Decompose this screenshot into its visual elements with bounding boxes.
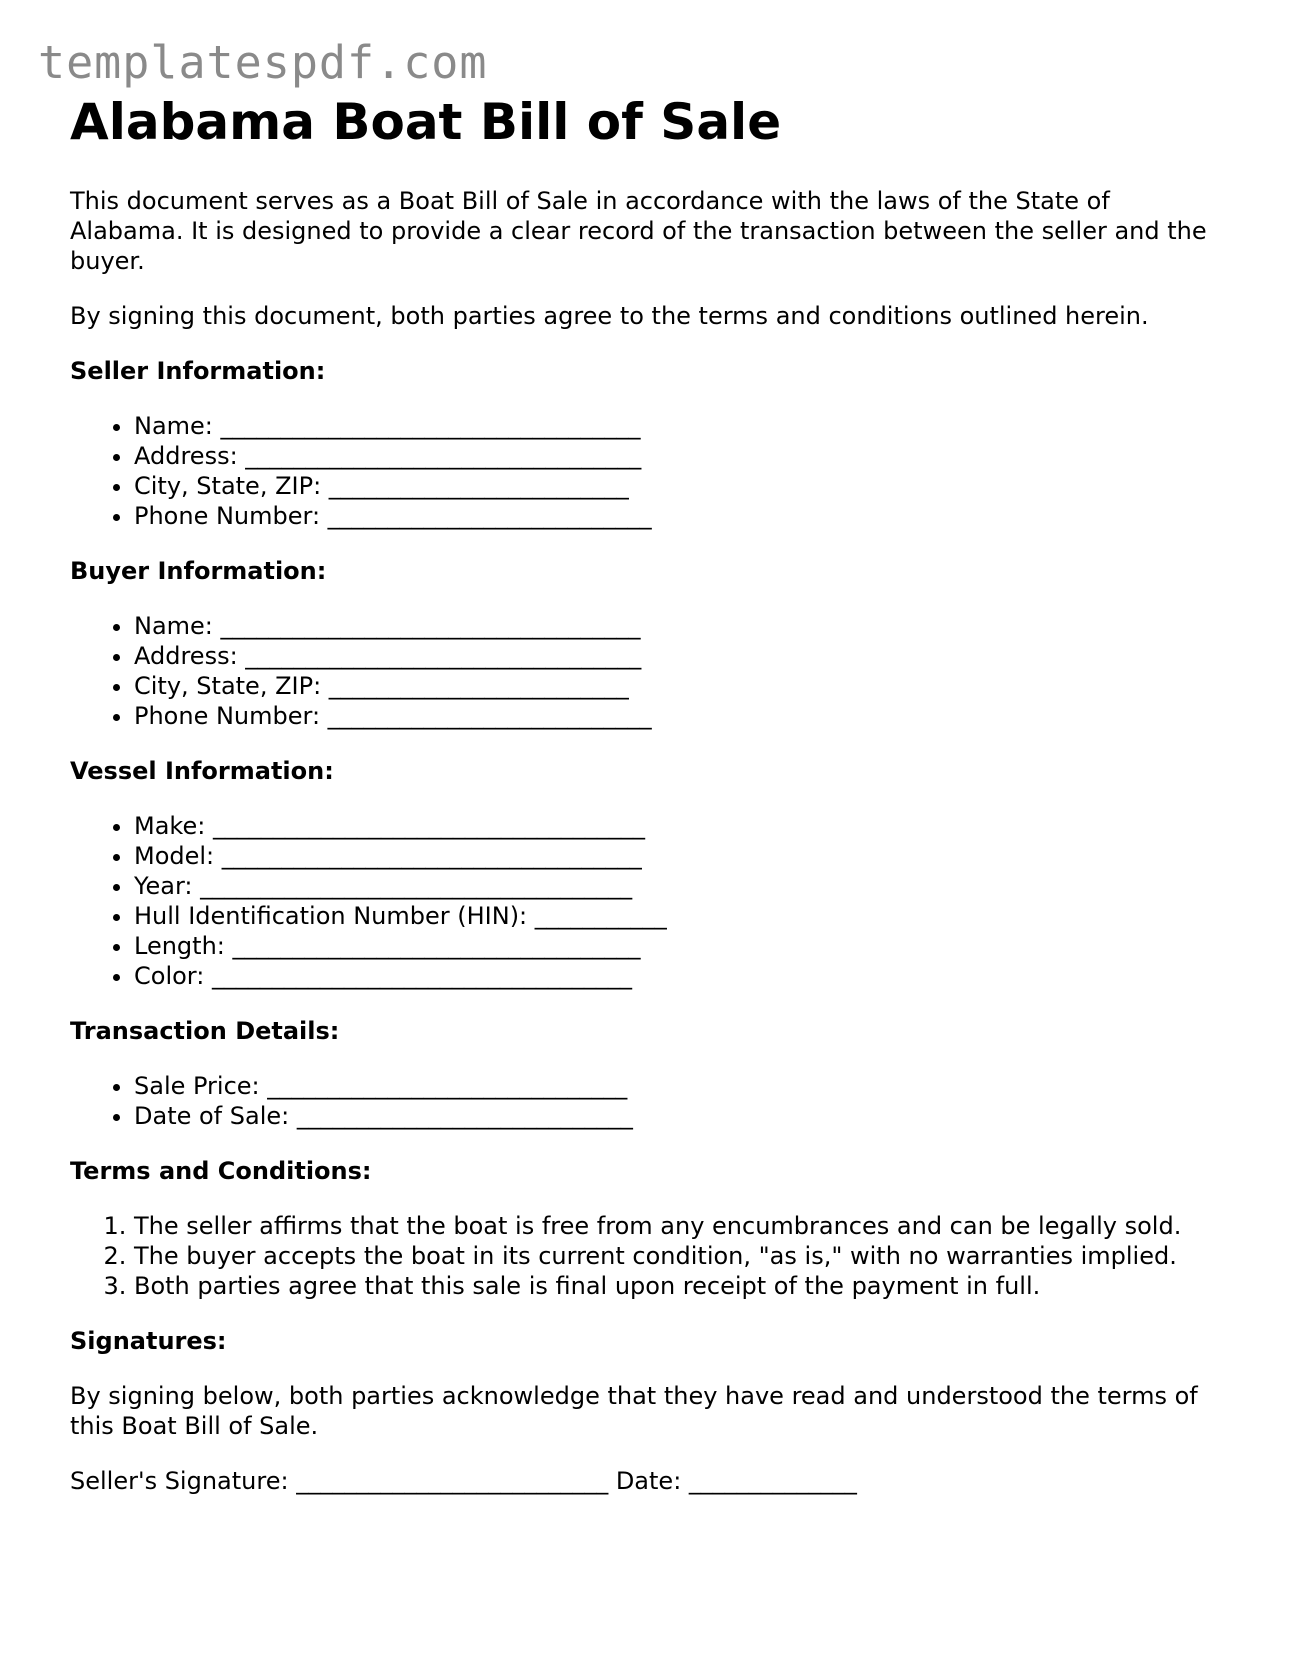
terms-list [70, 1211, 1230, 1301]
vessel-length-field[interactable]: • Length: __________________________________ [134, 931, 1230, 961]
vessel-field-list [70, 811, 1230, 991]
buyer-heading: Buyer Information: [70, 557, 327, 585]
vessel-make-field[interactable]: • Make: ____________________________________ [134, 811, 1230, 841]
vessel-year-field[interactable]: • Year: ____________________________________ [134, 871, 1230, 901]
buyer-city-state-zip-field[interactable]: • City, State, ZIP: _________________________ [134, 671, 1230, 701]
document-page [70, 88, 1230, 1496]
agreement-paragraph: By signing this document, both parties agree to the terms and conditions outlined herein. [70, 302, 1149, 330]
terms-heading: Terms and Conditions: [70, 1157, 372, 1185]
transaction-field-list [70, 1071, 1230, 1131]
seller-signature-line[interactable]: Seller's Signature: __________________________ Date: ______________ [70, 1467, 857, 1495]
transaction-heading: Transaction Details: [70, 1017, 340, 1045]
vessel-heading: Vessel Information: [70, 757, 334, 785]
seller-address-field[interactable]: • Address: _________________________________ [134, 441, 1230, 471]
signatures-heading: Signatures: [70, 1327, 227, 1355]
sale-price-field[interactable]: • Sale Price: ______________________________ [134, 1071, 1230, 1101]
signatures-paragraph: By signing below, both parties acknowledge that they have read and understood the terms of this Boat Bill of Sale. [70, 1382, 1198, 1440]
intro-paragraph: This document serves as a Boat Bill of Sale in accordance with the laws of the State of Alabama. It is designed to provide a clear record of the transaction between the seller and the buyer. [70, 187, 1207, 275]
vessel-model-field[interactable]: • Model: ___________________________________ [134, 841, 1230, 871]
term-item: 2. The buyer accepts the boat in its current condition, "as is," with no warranties implied. [134, 1241, 1230, 1271]
buyer-address-field[interactable]: • Address: _________________________________ [134, 641, 1230, 671]
seller-field-list [70, 411, 1230, 531]
seller-phone-field[interactable]: • Phone Number: ___________________________ [134, 501, 1230, 531]
watermark-text: templatespdf.com [38, 36, 488, 89]
buyer-name-field[interactable]: • Name: ___________________________________ [134, 611, 1230, 641]
date-of-sale-field[interactable]: • Date of Sale: ____________________________ [134, 1101, 1230, 1131]
term-item: 1. The seller affirms that the boat is free from any encumbrances and can be legally sold. [134, 1211, 1230, 1241]
vessel-color-field[interactable]: • Color: ___________________________________ [134, 961, 1230, 991]
term-item: 3. Both parties agree that this sale is final upon receipt of the payment in full. [134, 1271, 1230, 1301]
buyer-field-list [70, 611, 1230, 731]
buyer-phone-field[interactable]: • Phone Number: ___________________________ [134, 701, 1230, 731]
seller-name-field[interactable]: • Name: ___________________________________ [134, 411, 1230, 441]
page-title: Alabama Boat Bill of Sale [70, 93, 782, 151]
seller-city-state-zip-field[interactable]: • City, State, ZIP: _________________________ [134, 471, 1230, 501]
vessel-hin-field[interactable]: • Hull Identification Number (HIN): ___________ [134, 901, 1230, 931]
seller-heading: Seller Information: [70, 357, 326, 385]
